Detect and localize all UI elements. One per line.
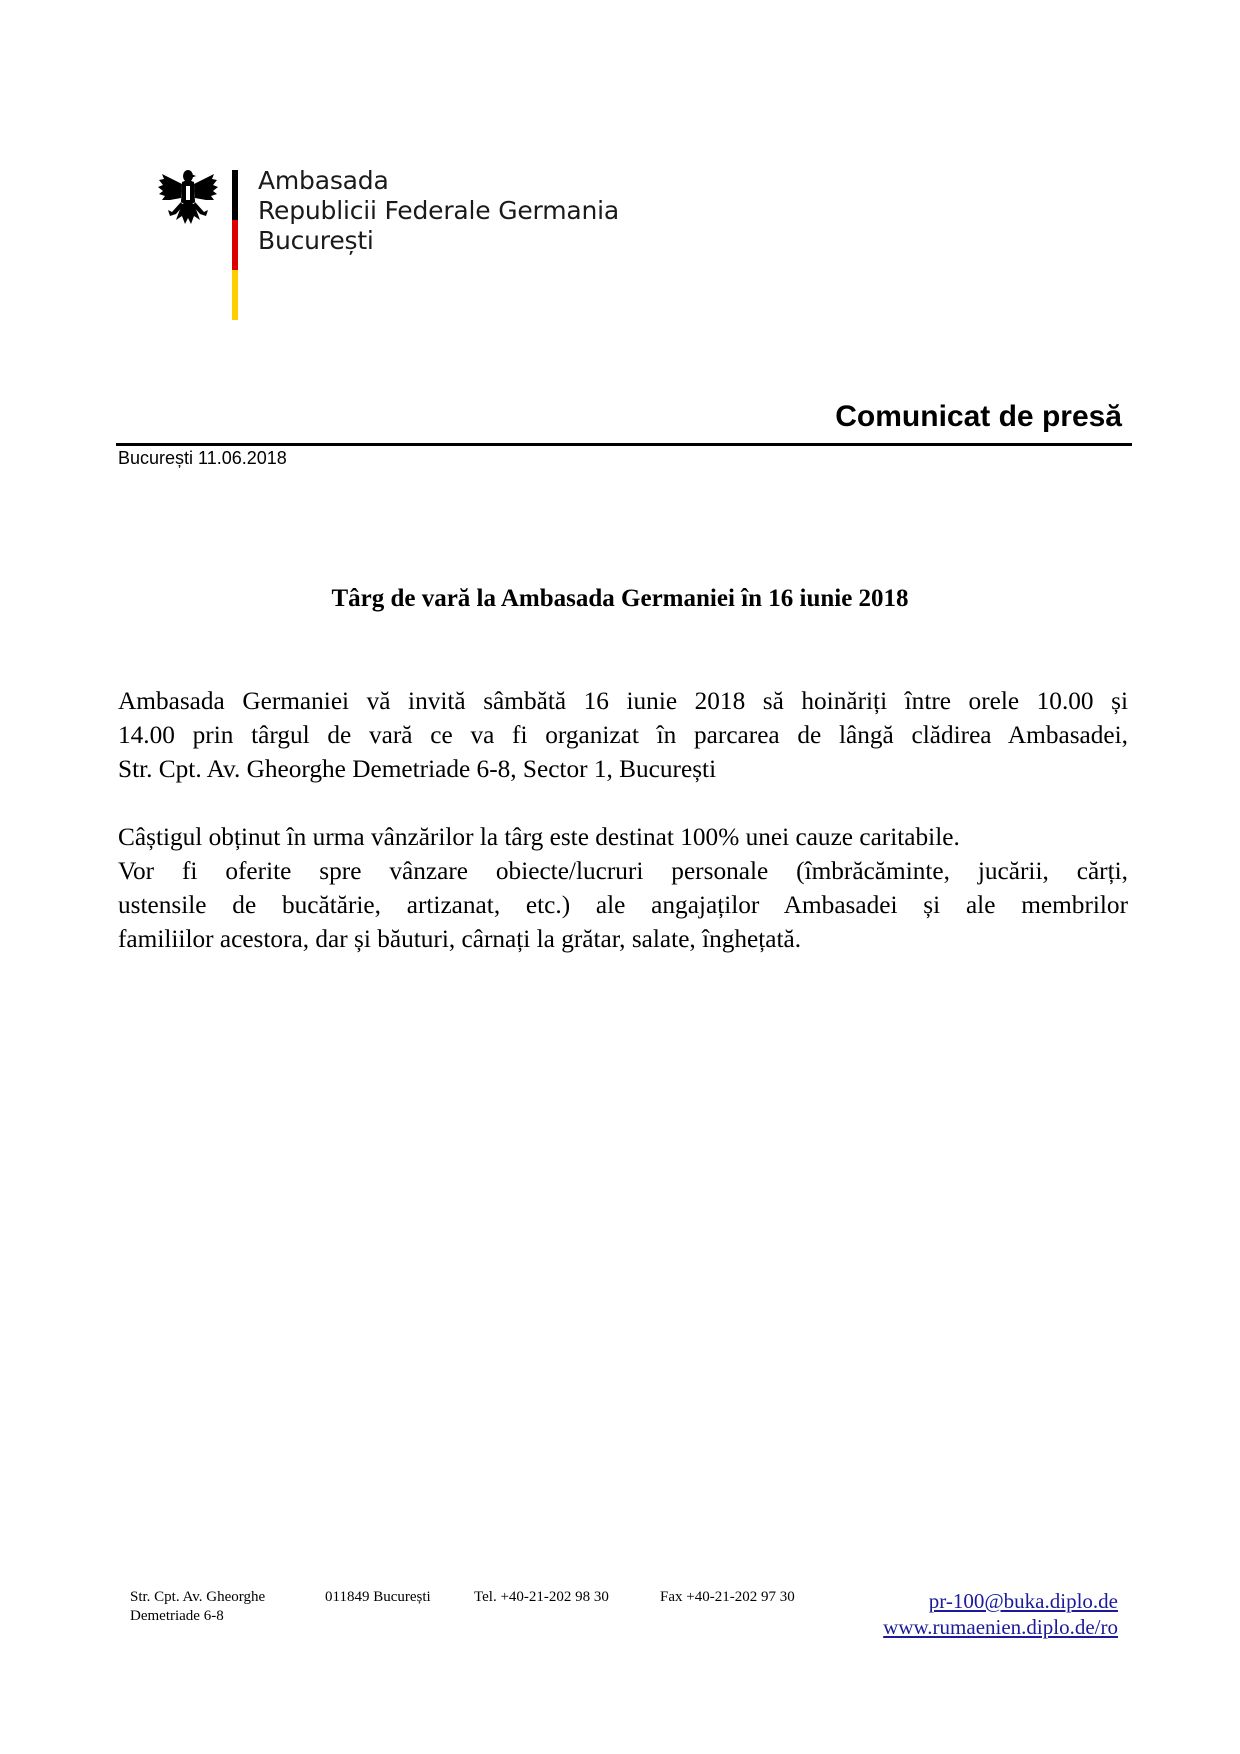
footer-links: [883, 1588, 1118, 1640]
paragraph-1-line-2: 14.00 prin târgul de vară ce va fi organizat în parcarea de lângă clădirea Ambasadei,: [118, 721, 1128, 749]
federal-eagle-icon: [158, 166, 218, 228]
footer-telephone: Tel. +40-21-202 98 30: [474, 1589, 609, 1605]
footer-address-line-2: Demetriade 6-8: [130, 1608, 224, 1624]
headline: Târg de vară la Ambasada Germaniei în 16 iunie 2018: [331, 585, 909, 612]
paragraph-2-line-3: ustensile de bucătărie, artizanat, etc.) ale angajaților Ambasadei și ale membrilor: [118, 891, 1128, 919]
footer-address-line-1: Str. Cpt. Av. Gheorghe: [130, 1589, 266, 1605]
footer-website-link[interactable]: www.rumaenien.diplo.de/ro: [883, 1615, 1118, 1639]
paragraph-1-line-3: Str. Cpt. Av. Gheorghe Demetriade 6-8, Sector 1, București: [118, 755, 717, 783]
flag-stripe-gold: [232, 270, 238, 320]
paragraph-2-line-1: Câștigul obținut în urma vânzărilor la târg este destinat 100% unei cauze caritabile.: [118, 823, 960, 851]
letterhead-logo: [158, 166, 619, 326]
paragraph-1: [118, 684, 1128, 786]
footer-email-link[interactable]: pr-100@buka.diplo.de: [928, 1589, 1118, 1613]
header-divider: [116, 443, 1132, 446]
letterhead-text: [258, 166, 619, 256]
footer-fax: Fax +40-21-202 97 30: [660, 1589, 795, 1605]
letterhead-line-3: București: [258, 226, 374, 255]
letterhead-line-2: Republicii Federale Germania: [258, 196, 619, 225]
flag-stripe-red: [232, 220, 238, 270]
letterhead-line-1: Ambasada: [258, 166, 389, 195]
flag-stripe-black: [232, 170, 238, 220]
paragraph-1-line-1: Ambasada Germaniei vă invită sâmbătă 16 iunie 2018 să hoinăriți între orele 10.00 și: [118, 687, 1128, 715]
document-date: București 11.06.2018: [118, 448, 287, 468]
paragraph-2-line-4: familiilor acestora, dar și băuturi, cârnați la grătar, salate, înghețată.: [118, 925, 802, 953]
flag-bar: [232, 170, 238, 320]
footer-postal-city: 011849 București: [325, 1589, 431, 1605]
paragraph-2-line-2: Vor fi oferite spre vânzare obiecte/lucruri personale (îmbrăcăminte, jucării, cărți,: [118, 857, 1128, 885]
paragraph-2: [118, 820, 1128, 956]
footer-address: [130, 1588, 265, 1626]
document-type: Comunicat de presă: [835, 400, 1122, 433]
